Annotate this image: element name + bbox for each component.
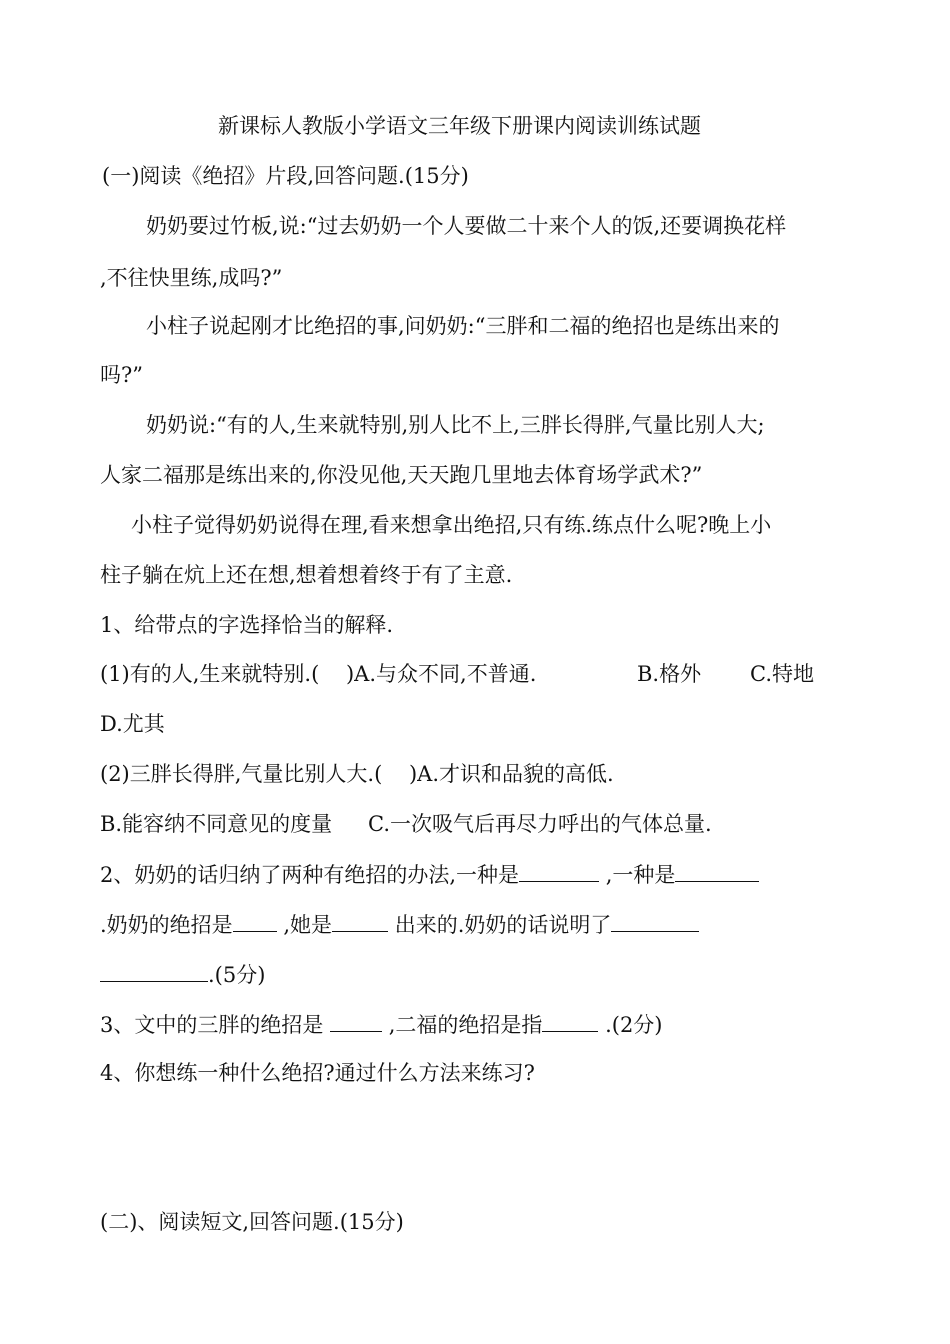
q2-text-3: .奶奶的绝招是 bbox=[100, 913, 233, 937]
passage-line-1: 奶奶要过竹板,说:“过去奶奶一个人要做二十来个人的饭,还要调换花样 bbox=[146, 214, 787, 238]
page-title: 新课标人教版小学语文三年级下册课内阅读训练试题 bbox=[218, 114, 701, 138]
answer-blank[interactable] bbox=[100, 961, 208, 982]
question-2-line-1 bbox=[100, 861, 759, 888]
q2-text-5: 出来的.奶奶的话说明了 bbox=[394, 913, 612, 937]
question-1-item-1-option-b: B.格外 bbox=[637, 662, 702, 686]
passage-line-5: 奶奶说:“有的人,生来就特别,别人比不上,三胖长得胖,气量比别人大; bbox=[146, 413, 765, 437]
answer-blank[interactable] bbox=[233, 911, 277, 932]
q2-text-2: ,一种是 bbox=[599, 863, 676, 887]
question-1-label: 1、给带点的字选择恰当的解释. bbox=[100, 613, 394, 637]
question-4: 4、你想练一种什么绝招?通过什么方法来练习? bbox=[100, 1061, 535, 1085]
passage-line-6: 人家二福那是练出来的,你没见他,天天跑几里地去体育场学武术?” bbox=[100, 463, 703, 487]
answer-blank[interactable] bbox=[675, 861, 759, 882]
answer-blank[interactable] bbox=[519, 861, 599, 882]
question-1-item-2: (2)三胖长得胖,气量比别人大.( )A.才识和品貌的高低. bbox=[100, 762, 614, 786]
answer-blank[interactable] bbox=[332, 911, 388, 932]
question-1-item-1-option-c: C.特地 bbox=[750, 662, 814, 686]
q3-text-1: 3、文中的三胖的绝招是 bbox=[100, 1013, 331, 1037]
passage-line-2: ,不往快里练,成吗?” bbox=[100, 266, 283, 290]
passage-line-3: 小柱子说起刚才比绝招的事,问奶奶:“三胖和二福的绝招也是练出来的 bbox=[146, 314, 780, 338]
passage-line-7: 小柱子觉得奶奶说得在理,看来想拿出绝招,只有练.练点什么呢?晚上小 bbox=[131, 513, 772, 537]
question-1-item-1-option-d: D.尤其 bbox=[100, 712, 165, 736]
q3-text-2: ,二福的绝招是指 bbox=[382, 1013, 543, 1037]
question-1-item-1: (1)有的人,生来就特别.( )A.与众不同,不普通. bbox=[100, 662, 537, 686]
q2-text-4: ,她是 bbox=[276, 913, 333, 937]
answer-blank[interactable] bbox=[330, 1011, 382, 1032]
passage-line-4: 吗?” bbox=[100, 363, 143, 387]
question-1-item-2-option-b: B.能容纳不同意见的度量 bbox=[100, 812, 333, 836]
section1-heading: (一)阅读《绝招》片段,回答问题.(15分) bbox=[102, 164, 469, 188]
q2-text-1: 2、奶奶的话归纳了两种有绝招的办法,一种是 bbox=[100, 863, 520, 887]
answer-blank[interactable] bbox=[611, 911, 699, 932]
question-3 bbox=[100, 1011, 663, 1038]
q2-text-6: .(5分) bbox=[208, 963, 266, 987]
question-1-item-2-option-c: C.一次吸气后再尽力呼出的气体总量. bbox=[368, 812, 712, 836]
question-2-line-2 bbox=[100, 911, 699, 938]
answer-blank[interactable] bbox=[542, 1011, 598, 1032]
section2-heading: (二)、阅读短文,回答问题.(15分) bbox=[100, 1210, 404, 1234]
passage-line-8: 柱子躺在炕上还在想,想着想着终于有了主意. bbox=[100, 563, 513, 587]
question-2-line-3 bbox=[100, 961, 265, 988]
q3-text-3: .(2分) bbox=[598, 1013, 663, 1037]
